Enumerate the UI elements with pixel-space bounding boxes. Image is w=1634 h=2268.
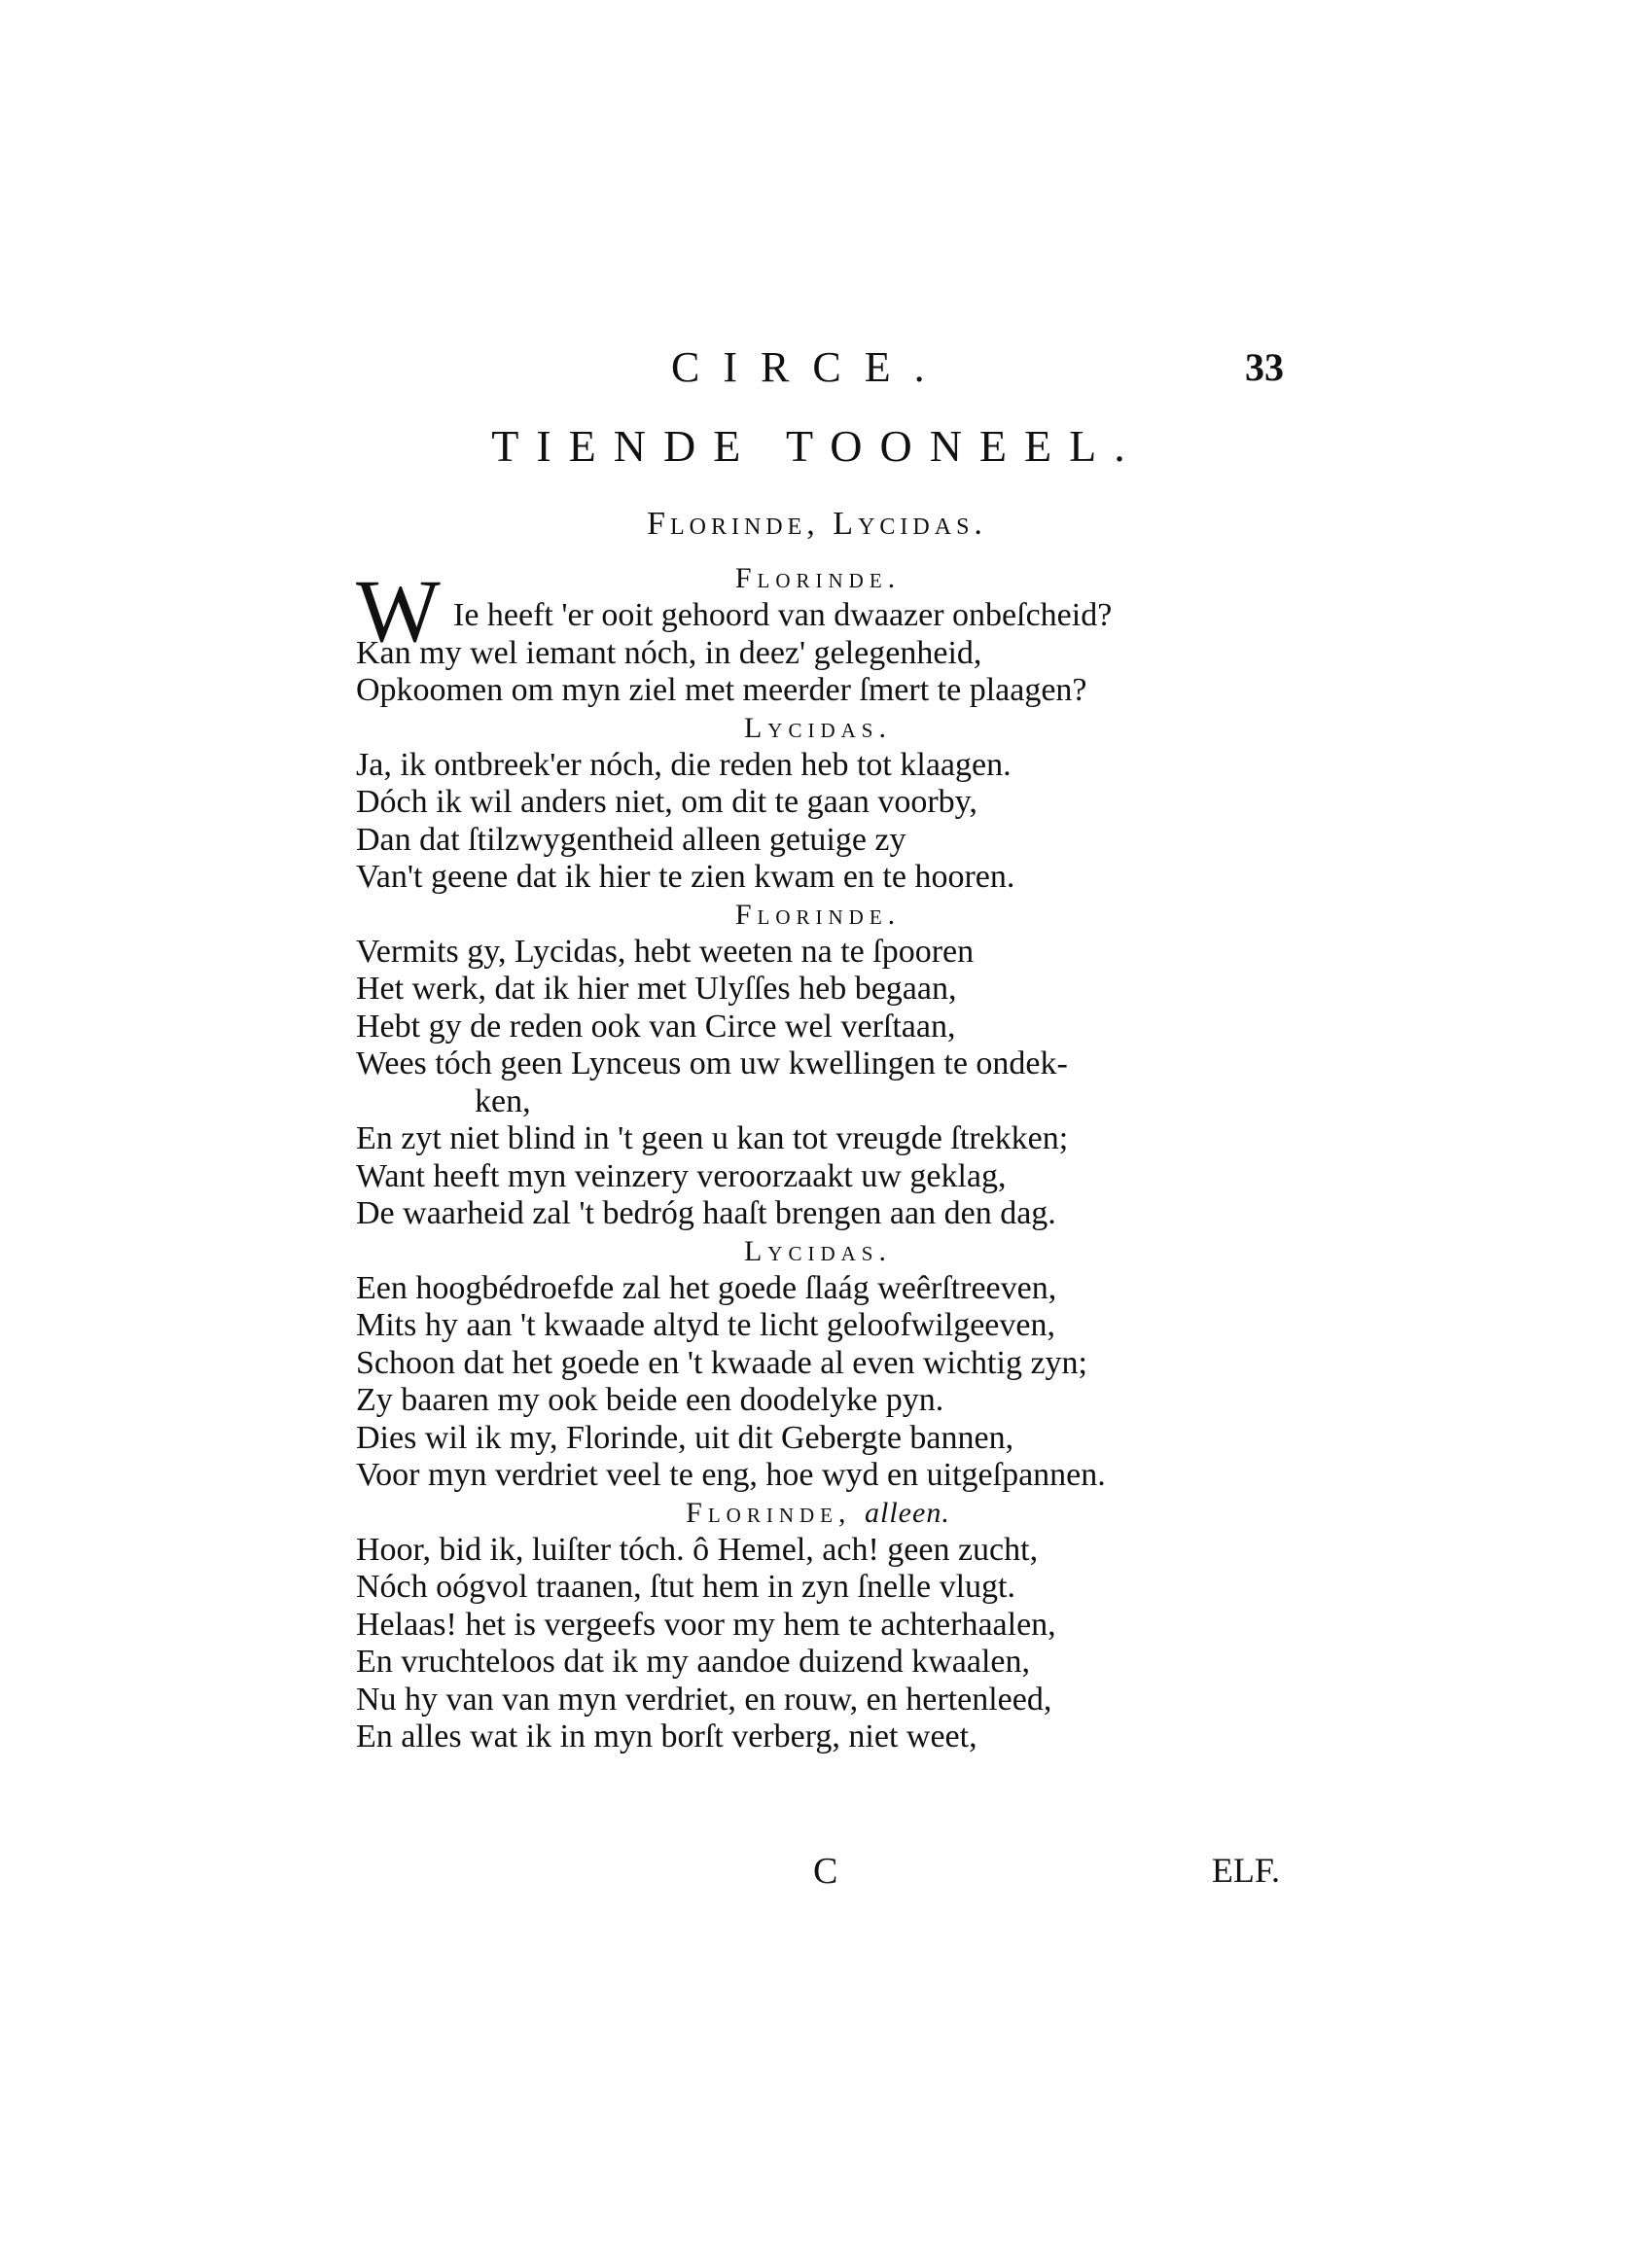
verse-line: Wees tóch geen Lynceus om uw kwellingen te ondek-	[356, 1045, 1068, 1081]
speech-florinde-alone	[356, 1495, 1280, 1756]
verse-line: Hebt gy de reden ook van Circe wel verſtaan,	[356, 1008, 956, 1045]
verse-line: En vruchteloos dat ik my aandoe duizend kwaalen,	[356, 1644, 1030, 1680]
catchword: ELF.	[1211, 1851, 1280, 1890]
verse-line: Nóch oógvol traanen, ſtut hem in zyn ſnelle vlugt.	[356, 1569, 1015, 1605]
verse-line: Schoon dat het goede en 't kwaade al even wichtig zyn;	[356, 1344, 1087, 1381]
page-footer	[356, 1850, 1280, 1893]
page-number: 33	[1245, 345, 1284, 389]
verse-line: En alles wat ik in myn borſt verberg, niet weet,	[356, 1719, 977, 1754]
speaker-name: Lycidas.	[743, 1234, 892, 1267]
speaker-name: Lycidas.	[743, 711, 892, 744]
verse-line: Dies wil ik my, Florinde, uit dit Gebergte bannen,	[356, 1419, 1014, 1456]
speech-florinde-2	[356, 897, 1280, 1233]
verse-line: Dóch ik wil anders niet, om dit te gaan voorby,	[356, 784, 977, 820]
drop-cap: W	[356, 561, 441, 660]
verse-line: Want heeft myn veinzery veroorzaakt uw geklag,	[356, 1157, 1007, 1194]
signature-mark: C	[813, 1851, 838, 1892]
verse-line: Ie heeft 'er ooit gehoord van dwaazer onbeſcheid?	[453, 597, 1113, 633]
play-text	[356, 560, 1280, 1756]
speaker-name-with-direction	[356, 1495, 1280, 1532]
speaker-name: Florinde,	[686, 1496, 852, 1529]
speech-lycidas-1	[356, 710, 1280, 897]
verse-line: Mits hy aan 't kwaade altyd te licht geloofwilgeeven,	[356, 1307, 1055, 1343]
speaker-name: Florinde.	[734, 898, 902, 931]
verse-line: Van't geene dat ik hier te zien kwam en te hooren.	[356, 859, 1015, 895]
verse-line: Dan dat ſtilzwygentheid alleen getuige zy	[356, 821, 906, 858]
verse-line-runover: ken,	[475, 1082, 531, 1119]
running-head	[350, 342, 1284, 401]
scene-title: TIENDE TOONEEL.	[491, 421, 1143, 471]
speech-florinde-1	[356, 560, 1280, 710]
speech-lycidas-2	[356, 1233, 1280, 1495]
verse-line: Zy baaren my ook beide een doodelyke pyn.	[356, 1382, 944, 1418]
stage-direction: alleen.	[865, 1496, 950, 1529]
verse-line: Het werk, dat ik hier met Ulyſſes heb begaan,	[356, 971, 957, 1007]
verse-line: Een hoogbédroefde zal het goede ſlaág weêrſtreeven,	[356, 1269, 1057, 1306]
verse-line: Nu hy van van myn verdriet, en rouw, en hertenleed,	[356, 1681, 1052, 1718]
verse-line: Hoor, bid ik, luiſter tóch. ô Hemel, ach! geen zucht,	[356, 1531, 1039, 1568]
cast-list: Florinde, Lycidas.	[647, 506, 987, 542]
speaker-name: Florinde.	[734, 562, 902, 594]
verse-line: Opkoomen om myn ziel met meerder ſmert te plaagen?	[356, 672, 1087, 708]
verse-line: En zyt niet blind in 't geen u kan tot vreugde ſtrekken;	[356, 1120, 1069, 1156]
running-title: CIRCE.	[671, 343, 948, 391]
verse-line: Ja, ik ontbreek'er nóch, die reden heb tot klaagen.	[356, 746, 1012, 783]
verse-line: Voor myn verdriet veel te eng, hoe wyd en uitgeſpannen.	[356, 1457, 1106, 1493]
verse-line: Helaas! het is vergeefs voor my hem te achterhaalen,	[356, 1606, 1056, 1643]
verse-line: Vermits gy, Lycidas, hebt weeten na te ſpooren	[356, 933, 975, 970]
verse-line: De waarheid zal 't bedróg haaſt brengen aan den dag.	[356, 1195, 1056, 1231]
verse-line: Kan my wel iemant nóch, in deez' gelegenheid,	[356, 634, 982, 671]
